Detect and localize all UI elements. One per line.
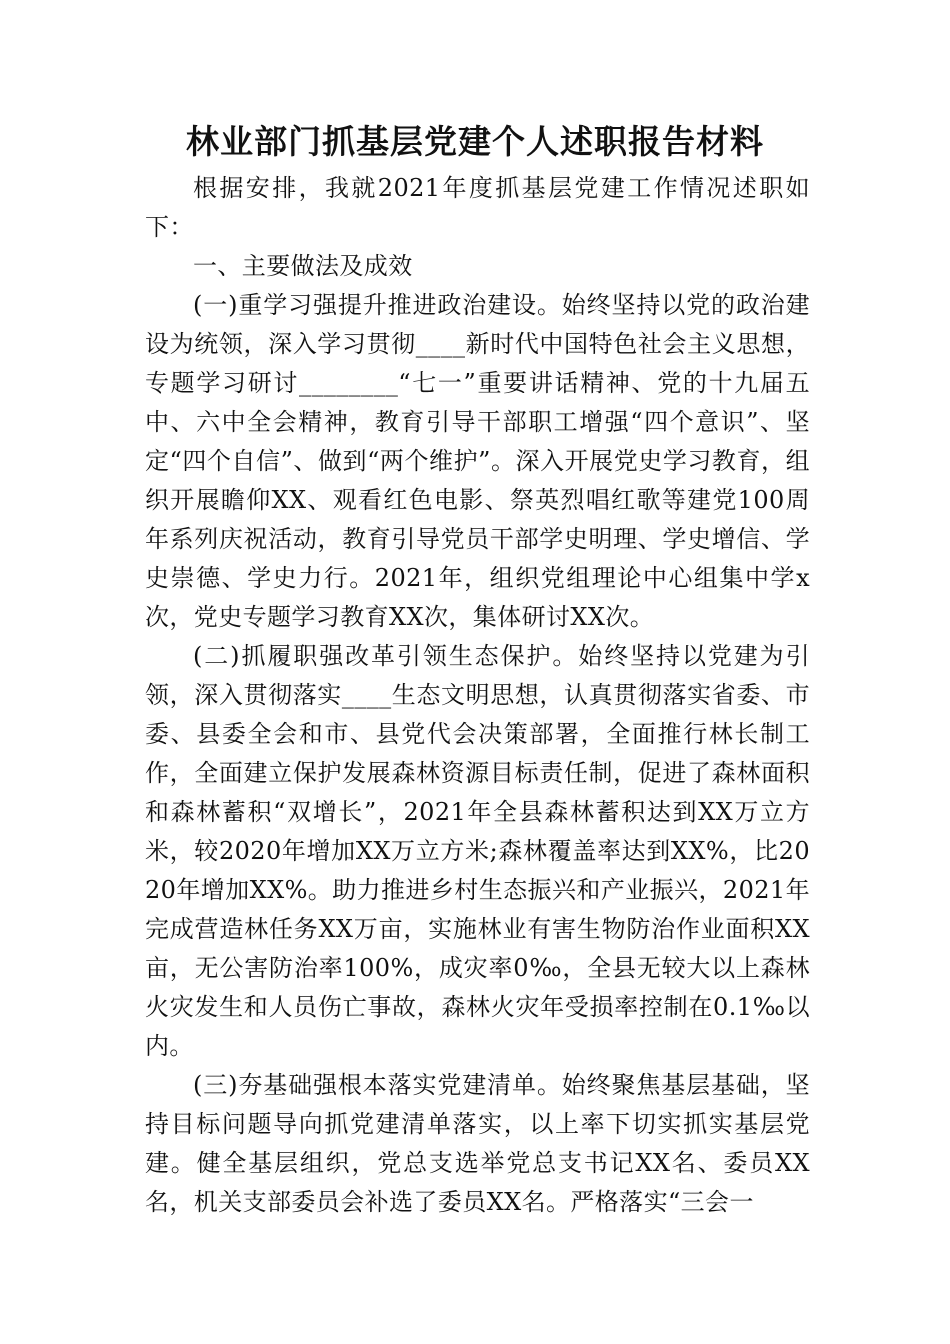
body-paragraph: (一)重学习强提升推进政治建设。始终坚持以党的政治建设为统领，深入学习贯彻____新时代中国特色社会主义思想，专题学习研讨________“七一”重要讲话精神、党的十九届五中、六中全会精神，教育引导干部职工增强“四个意识”、坚定“四个自信”、做到“两个维护”。深入开展党史学习教育，组织开展瞻仰XX、观看红色电影、祭英烈唱红歌等建党100周年系列庆祝活动，教育引导党员干部学史明理、学史增信、学史崇德、学史力行。2021年，组织党组理论中心组集中学x次，党史专题学习教育XX次，集体研讨XX次。 <box>145 291 810 631</box>
intro-paragraph: 根据安排，我就2021年度抓基层党建工作情况述职如下： <box>145 174 810 241</box>
document-title: 林业部门抓基层党建个人述职报告材料 <box>186 122 764 161</box>
document-body <box>145 169 810 1222</box>
body-paragraph: (二)抓履职强改革引领生态保护。始终坚持以党建为引领，深入贯彻落实____生态文明思想，认真贯彻落实省委、市委、县委全会和市、县党代会决策部署，全面推行林长制工作，全面建立保护发展森林资源目标责任制，促进了森林面积和森林蓄积“双增长”，2021年全县森林蓄积达到XX万立方米，较2020年增加XX万立方米;森林覆盖率达到XX%，比2020年增加XX%。助力推进乡村生态振兴和产业振兴，2021年完成营造林任务XX万亩，实施林业有害生物防治作业面积XX亩，无公害防治率100%，成灾率0‰，全县无较大以上森林火灾发生和人员伤亡事故，森林火灾年受损率控制在0.1‰以内。 <box>145 642 810 1060</box>
body-paragraph: (三)夯基础强根本落实党建清单。始终聚焦基层基础，坚持目标问题导向抓党建清单落实，以上率下切实抓实基层党建。健全基层组织，党总支选举党总支书记XX名、委员XX名，机关支部委员会补选了委员XX名。严格落实“三会一 <box>145 1071 810 1216</box>
section-heading: 一、主要做法及成效 <box>193 252 413 280</box>
